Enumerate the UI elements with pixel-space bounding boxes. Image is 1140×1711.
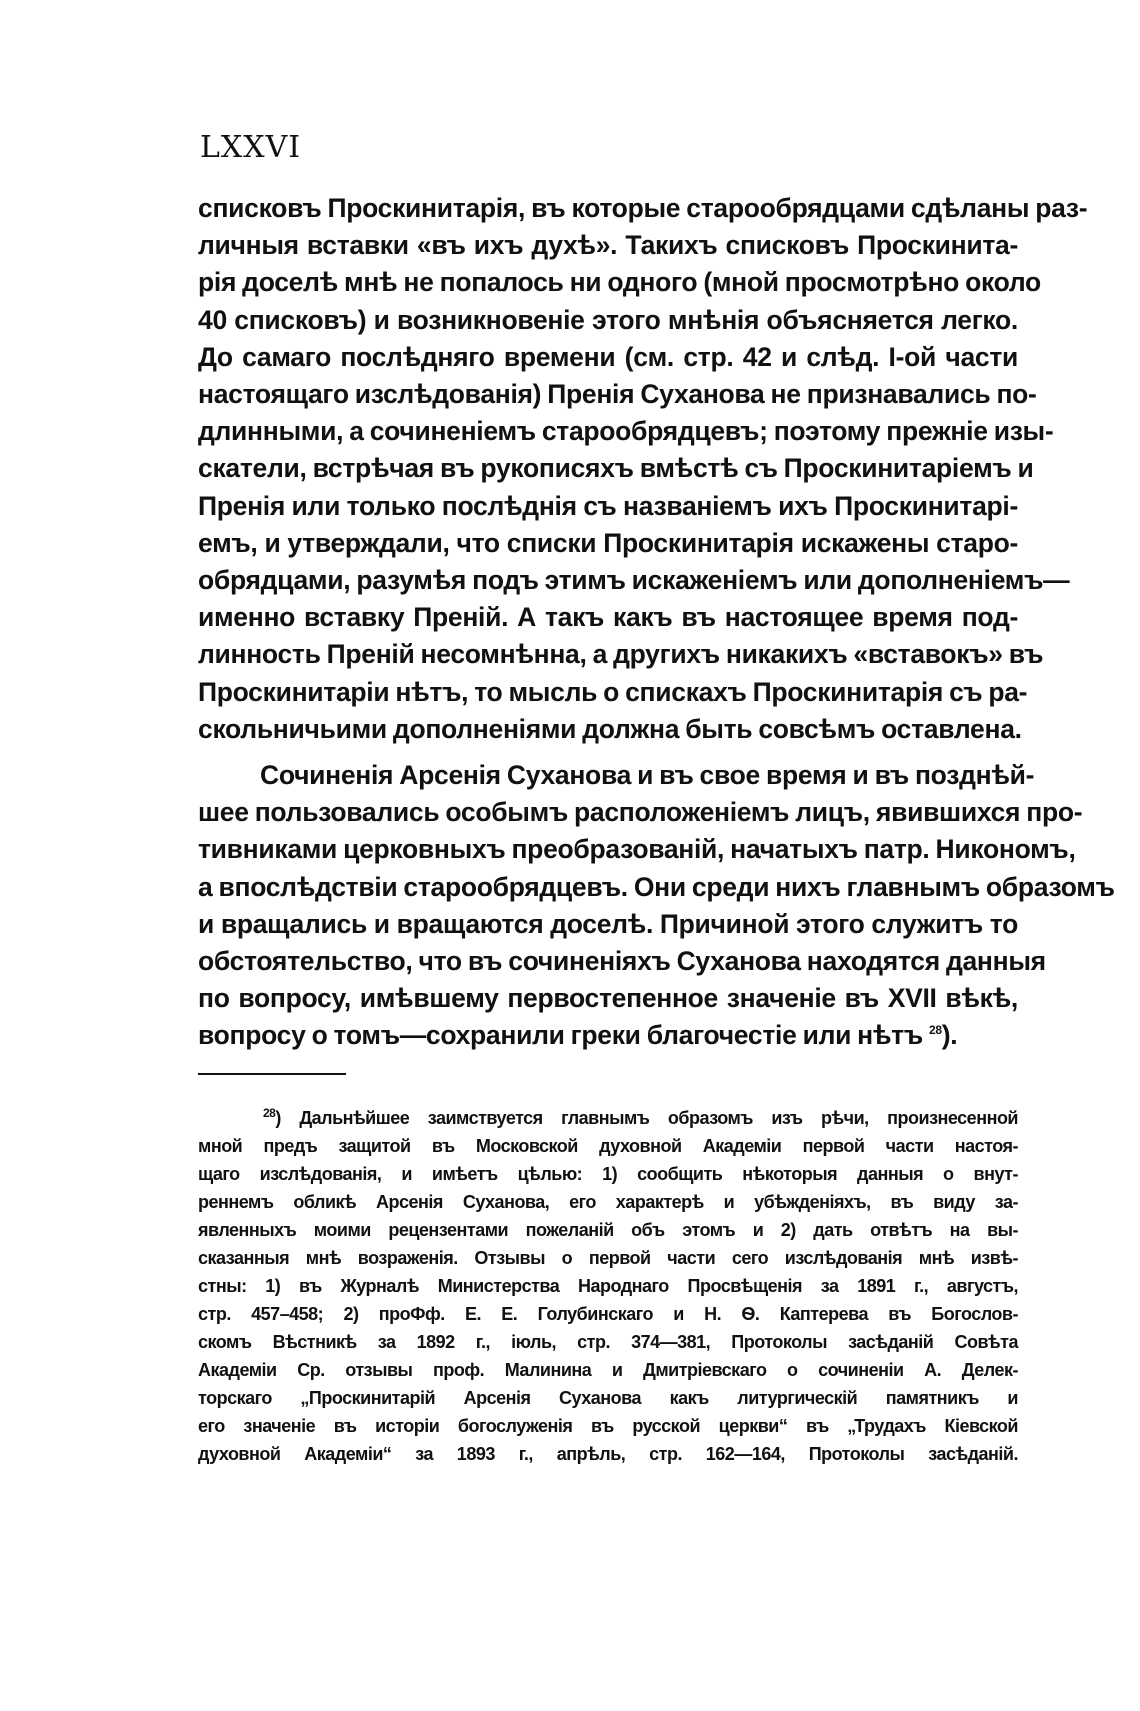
text-line: 40 списковъ) и возникновеніе этого мнѣнія объясняется легко. bbox=[198, 304, 1018, 335]
footnote-line: сказанныя мнѣ возраженія. Отзывы о первой части сего изслѣдованія мнѣ извѣ- bbox=[198, 1248, 1018, 1268]
text-line: линность Преній несомнѣнна, а другихъ никакихъ «вставокъ» въ bbox=[198, 639, 1044, 670]
footnote-line: его значеніе въ исторіи богослуженія въ русской церкви“ въ „Трудахъ Кіевской bbox=[198, 1416, 1018, 1436]
footnote-line: Академіи Ср. отзывы проф. Малинина и Дмитріевскаго о сочиненіи А. Делек- bbox=[198, 1360, 1018, 1380]
paragraph-1 bbox=[198, 190, 1088, 748]
text-line: Сочиненія Арсенія Суханова и въ свое время и въ позднѣй- bbox=[260, 760, 1035, 790]
page-number: LXXVI bbox=[200, 130, 302, 165]
text-line-final bbox=[198, 1017, 1018, 1054]
text-line: настоящаго изслѣдованія) Пренія Суханова не признавались по- bbox=[198, 379, 1037, 410]
text-line: а впослѣдствіи старообрядцевъ. Они среди нихъ главнымъ образомъ bbox=[198, 871, 1115, 902]
text-line: личныя вставки «въ ихъ духѣ». Такихъ списковъ Проскинита- bbox=[198, 230, 1018, 261]
footnote-line: духовной Академіи“ за 1893 г., апрѣль, стр. 162—164, Протоколы засѣданій. bbox=[198, 1444, 1018, 1464]
text-line-ending: ). bbox=[941, 1020, 958, 1051]
footnote-separator bbox=[198, 1073, 346, 1075]
text-line: Пренія или только послѣднія съ названіемъ ихъ Проскинитарі- bbox=[198, 490, 1018, 521]
text-line: скольничьими дополненіями должна быть совсѣмъ оставлена. bbox=[198, 713, 1022, 744]
text-line: шее пользовались особымъ расположеніемъ лицъ, явившихся про- bbox=[198, 797, 1083, 828]
footnote bbox=[198, 1104, 1018, 1468]
footnote-reference: 28 bbox=[928, 1023, 942, 1038]
footnote-line: мной предъ защитой въ Московской духовной Академіи первой части настоя- bbox=[198, 1136, 1018, 1156]
text-line: по вопросу, имѣвшему первостепенное значеніе въ XVII вѣкѣ, bbox=[198, 983, 1018, 1014]
text-line: длинными, а сочиненіемъ старообрядцевъ; поэтому прежніе изы- bbox=[198, 416, 1054, 447]
text-line: и вращались и вращаются доселѣ. Причиной этого служитъ то bbox=[198, 908, 1018, 939]
text-line: скатели, встрѣчая въ рукописяхъ вмѣстѣ съ Проскинитаріемъ и bbox=[198, 453, 1034, 484]
text-line: рія доселѣ мнѣ не попалось ни одного (мной просмотрѣно около bbox=[198, 267, 1041, 298]
footnote-line: торскаго „Проскинитарій Арсенія Суханова какъ литургическій памятникъ и bbox=[198, 1388, 1018, 1408]
text-line: обрядцами, разумѣя подъ этимъ искаженіемъ или дополненіемъ— bbox=[198, 565, 1070, 596]
text-line: До самаго послѣдняго времени (см. стр. 42 и слѣд. І-ой части bbox=[198, 341, 1018, 372]
footnote-line: скомъ Вѣстникѣ за 1892 г., іюль, стр. 374—381, Протоколы засѣданій Совѣта bbox=[198, 1332, 1018, 1352]
text-line: списковъ Проскинитарія, въ которые старообрядцами сдѣланы раз- bbox=[198, 193, 1088, 223]
text-line: обстоятельство, что въ сочиненіяхъ Суханова находятся данныя bbox=[198, 946, 1046, 977]
footnote-line: щаго изслѣдованія, и имѣетъ цѣлью: 1) сообщить нѣкоторыя данныя о внут- bbox=[198, 1164, 1018, 1184]
footnote-line: стны: 1) въ Журналѣ Министерства Народнаго Просвѣщенія за 1891 г., августъ, bbox=[198, 1276, 1018, 1296]
footnote-marker: 28 bbox=[263, 1106, 276, 1120]
footnote-line: реннемъ обликѣ Арсенія Суханова, его характерѣ и убѣжденіяхъ, въ виду за- bbox=[198, 1192, 1018, 1212]
text-line: Проскинитаріи нѣтъ, то мысль о спискахъ Проскинитарія съ ра- bbox=[198, 676, 1028, 707]
text-line: емъ, и утверждали, что списки Проскинитарія искажены старо- bbox=[198, 527, 1018, 558]
footnote-line-text: ) Дальнѣйшее заимствуется главнымъ образомъ изъ рѣчи, произнесенной bbox=[275, 1108, 1018, 1128]
text-line-content: вопросу о томъ—сохранили греки благочестіе или нѣтъ bbox=[198, 1020, 923, 1051]
footnote-line bbox=[198, 1104, 1018, 1132]
paragraph-2 bbox=[198, 757, 1115, 1055]
footnote-line: явленныхъ моими рецензентами пожеланій объ этомъ и 2) дать отвѣтъ на вы- bbox=[198, 1220, 1018, 1240]
text-line: тивниками церковныхъ преобразованій, начатыхъ патр. Никономъ, bbox=[198, 834, 1076, 865]
text-line: именно вставку Преній. А такъ какъ въ настоящее время под- bbox=[198, 602, 1018, 633]
footnote-line: стр. 457–458; 2) проФф. Е. Е. Голубинскаго и Н. Ѳ. Каптерева въ Богослов- bbox=[198, 1304, 1018, 1324]
